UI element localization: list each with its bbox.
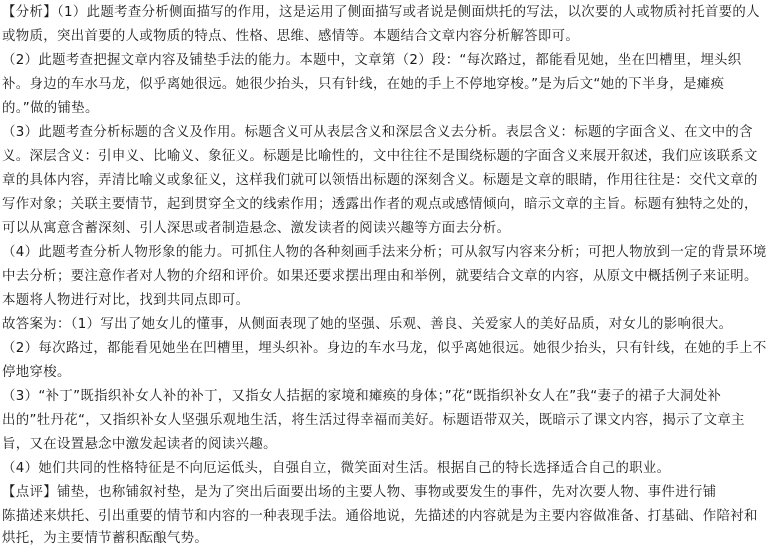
text-line: （2）每次路过，都能看见她坐在凹槽里，埋头织补。身边的车水马龙，似乎离她很远。她很少抬头，只有针线，在她的手上不 [2,341,767,356]
text-line: 章的具体内容，弄清比喻义或象征义，这样我们就可以领悟出标题的深刻含义。标题是文章的眼睛，作用往往是：交代文章的 [2,173,758,188]
text-line: （4）她们共同的性格特征是不向厄运低头，自强自立，微笑面对生活。根据自己的特长选择适合自己的职业。 [2,461,671,476]
text-line: （3）此题考查分析标题的含义及作用。标题含义可从表层含义和深层含义去分析。表层含义：标题的字面含义、在文中的含 [2,125,753,140]
text-line: 补。身边的车水马龙，似乎离她很远。她很少抬头，只有针线，在她的手上不停地穿梭。”是为后文“她的下半身，是瘫痪 [2,77,725,92]
text-line: 中去分析；要注意作者对人物的介绍和评价。如果还要求摆出理由和举例，就要结合文章的内容，从原文中概括例子来证明。 [2,269,758,284]
text-line: 停地穿梭。 [2,365,71,380]
text-line: 故答案为：（1）写出了她女儿的懂事，从侧面表现了她的坚强、乐观、善良、关爱家人的美好品质，对女儿的影响很大。 [2,317,733,332]
text-line: 【分析】（1）此题考查分析侧面描写的作用，这是运用了侧面描写或者说是侧面烘托的写法，以次要的人或物质衬托首要的人 [2,5,760,20]
text-line: 可以从寓意含蓄深刻、引人深思或者制造悬念、激发读者的阅读兴趣等方面去分析。 [2,221,511,236]
text-line: 出的”牡丹花“，又指织补女人坚强乐观地生活，将生活过得幸福而美好。标题语带双关，既暗示了课文内容，揭示了文章主 [2,413,745,428]
text-line: 旨，又在设置悬念中激发起读者的阅读兴趣。 [2,437,277,452]
text-line: 或物质，突出首要的人或物质的特点、性格、思维、感情等。本题结合文章内容分析解答即可。 [2,29,580,44]
text-line: （4）此题考查分析人物形象的能力。可抓住人物的各种刻画手法来分析；可从叙写内容来分析；可把人物放到一定的背景环境 [2,245,767,260]
text-line: 烘托，为主要情节蓄积酝酿气势。 [2,531,209,546]
text-line: 写作对象；关联主要情节，起到贯穿全文的线索作用；透露出作者的观点或感情倾向，暗示文章的主旨。标题有独特之处的， [2,197,758,212]
text-line: 本题将人物进行对比，找到共同点即可。 [2,293,250,308]
text-line: 【点评】铺垫，也称铺叙衬垫，是为了突出后面要出场的主要人物、事物或要发生的事件，先对次要人物、事件进行铺 [2,485,717,500]
text-line: （2）此题考查把握文章内容及铺垫手法的能力。本题中，文章第（2）段：“每次路过，都能看见她，坐在凹槽里，埋头织 [2,53,742,68]
text-line: 的。”做的铺垫。 [2,101,99,116]
text-line: 义。深层含义：引申义、比喻义、象征义。标题是比喻性的，文中往往不是围绕标题的字面含义来展开叙述，我们应该联系文 [2,149,758,164]
text-line: （3）“补丁”既指织补女人补的补丁，又指女人拮据的家境和瘫痪的身体；”花“既指织补女人在”我“妻子的裙子大洞处补 [2,389,722,404]
text-line: 陈描述来烘托、引出重要的情节和内容的一种表现手法。通俗地说，先描述的内容就是为主要内容做准备、打基础、作陪衬和 [2,509,758,524]
